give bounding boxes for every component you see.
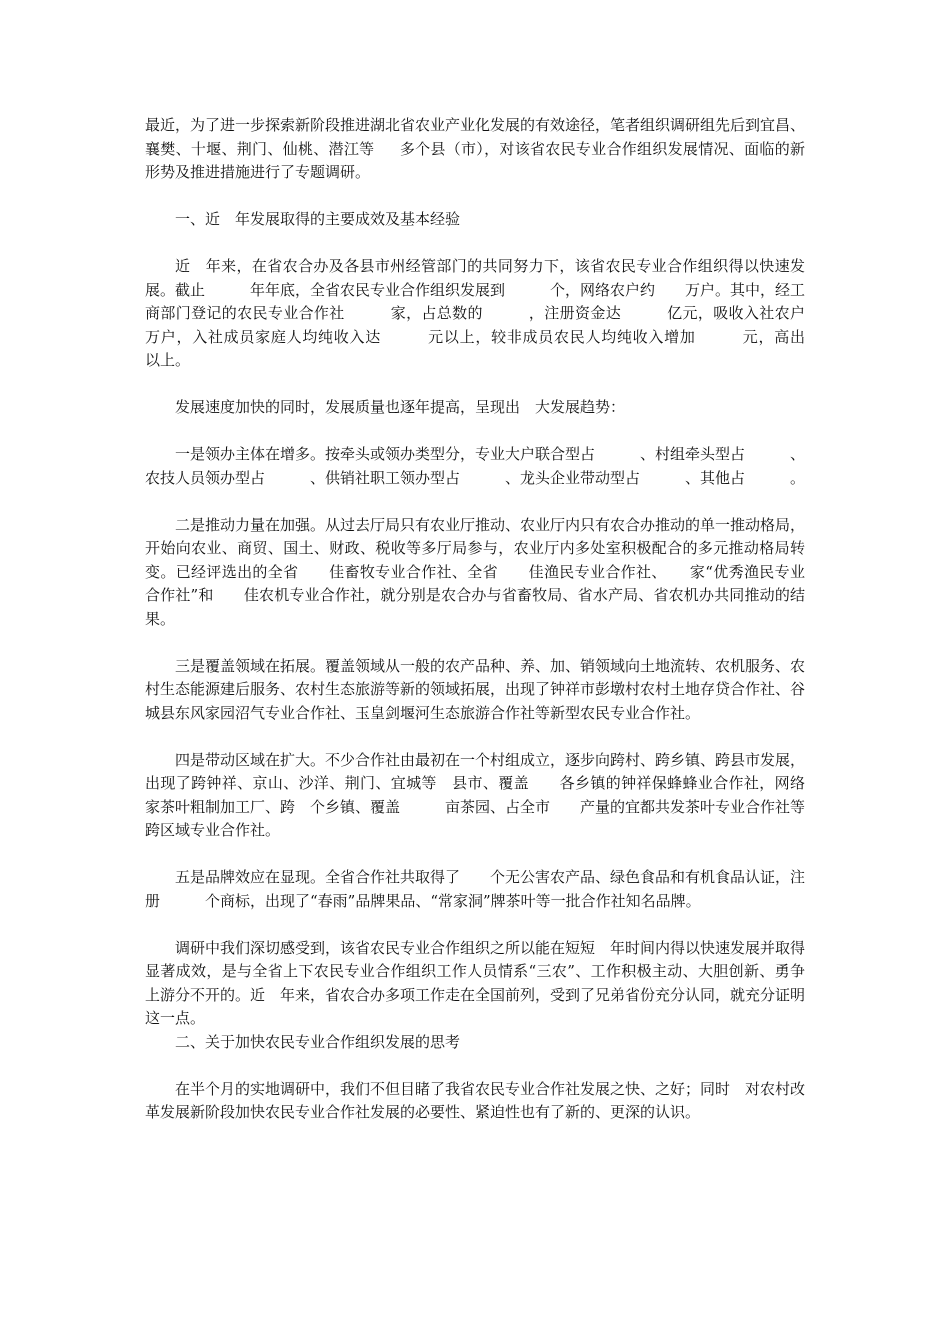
paragraph-reflection: 在半个月的实地调研中，我们不但目睹了我省农民专业合作社发展之快、之好；同时 对农村改革发展新阶段加快农民专业合作社发展的必要性、紧迫性也有了新的、更深的认识。 bbox=[145, 1079, 806, 1121]
paragraph-trends-intro: 发展速度加快的同时，发展质量也逐年提高，呈现出 大发展趋势： bbox=[175, 398, 626, 416]
paragraph-trend-1: 一是领办主体在增多。按牵头或领办类型分，专业大户联合型占 、村组牵头型占 、农技人员领办型占 、供销社职工领办型占 、龙头企业带动型占 、其他占 。 bbox=[145, 445, 806, 487]
intro-paragraph: 最近，为了进一步探索新阶段推进湖北省农业产业化发展的有效途径，笔者组织调研组先后到宜昌、襄樊、十堰、荆门、仙桃、潜江等 多个县（市），对该省农民专业合作组织发展情况、面临的新形势及推进措施进行了专题调研。 bbox=[145, 116, 806, 181]
paragraph-trend-4: 四是带动区域在扩大。不少合作社由最初在一个村组成立，逐步向跨村、跨乡镇、跨县市发展，出现了跨钟祥、京山、沙洋、荆门、宜城等 县市、覆盖 各乡镇的钟祥保蜂蜂业合作社，网络 家茶叶粗制加工厂、跨 个乡镇、覆盖 亩茶园、占全市 产量的宜都共发茶叶专业合作社等跨区域专业合作社。 bbox=[145, 750, 836, 839]
paragraph-trend-3: 三是覆盖领域在拓展。覆盖领域从一般的农产品种、养、加、销领域向土地流转、农机服务、农村生态能源建后服务、农村生态旅游等新的领域拓展，出现了钟祥市彭墩村农村土地存贷合作社、谷城县东风家园沼气专业合作社、玉皇剑堰河生态旅游合作社等新型农民专业合作社。 bbox=[145, 656, 806, 722]
section-heading-thoughts: 二、关于加快农民专业合作组织发展的思考 bbox=[175, 1032, 461, 1051]
document-body bbox=[145, 114, 836, 1125]
paragraph-development-overview: 近 年来，在省农合办及各县市州经管部门的共同努力下，该省农民专业合作组织得以快速发展。截止 年年底，全省农民专业合作组织发展到 个，网络农户约 万户。其中，经工商部门登记的农民专业合作社 家，占总数的 ，注册资金达 亿元，吸收入社农户 万户，入社成员家庭人均纯收入达 元以上，较非成员农民人均纯收入增加 元，高出 以上。 bbox=[145, 257, 836, 369]
paragraph-trend-5: 五是品牌效应在显现。全省合作社共取得了 个无公害农产品、绿色食品和有机食品认证，注册 个商标，出现了“春雨”品牌果品、“常家洞”牌茶叶等一批合作社知名品牌。 bbox=[145, 868, 806, 910]
section-heading-achievements: 一、近 年发展取得的主要成效及基本经验 bbox=[175, 210, 461, 228]
paragraph-summary: 调研中我们深切感受到，该省农民专业合作组织之所以能在短短 年时间内得以快速发展并取得显著成效，是与全省上下农民专业合作组织工作人员情系“三农”、工作积极主动、大胆创新、勇争上游分不开的。近 年来，省农合办多项工作走在全国前列，受到了兄弟省份充分认同，就充分证明这一点。 bbox=[145, 938, 806, 1027]
paragraph-trend-2: 二是推动力量在加强。从过去厅局只有农业厅推动、农业厅内只有农合办推动的单一推动格局，开始向农业、商贸、国土、财政、税收等多厅局参与，农业厅内多处室积极配合的多元推动格局转变。已经评选出的全省 佳畜牧专业合作社、全省 佳渔民专业合作社、 家“优秀渔民专业合作社”和 佳农机专业合作社，就分别是农合办与省畜牧局、省水产局、省农机办共同推动的结果。 bbox=[145, 515, 806, 628]
